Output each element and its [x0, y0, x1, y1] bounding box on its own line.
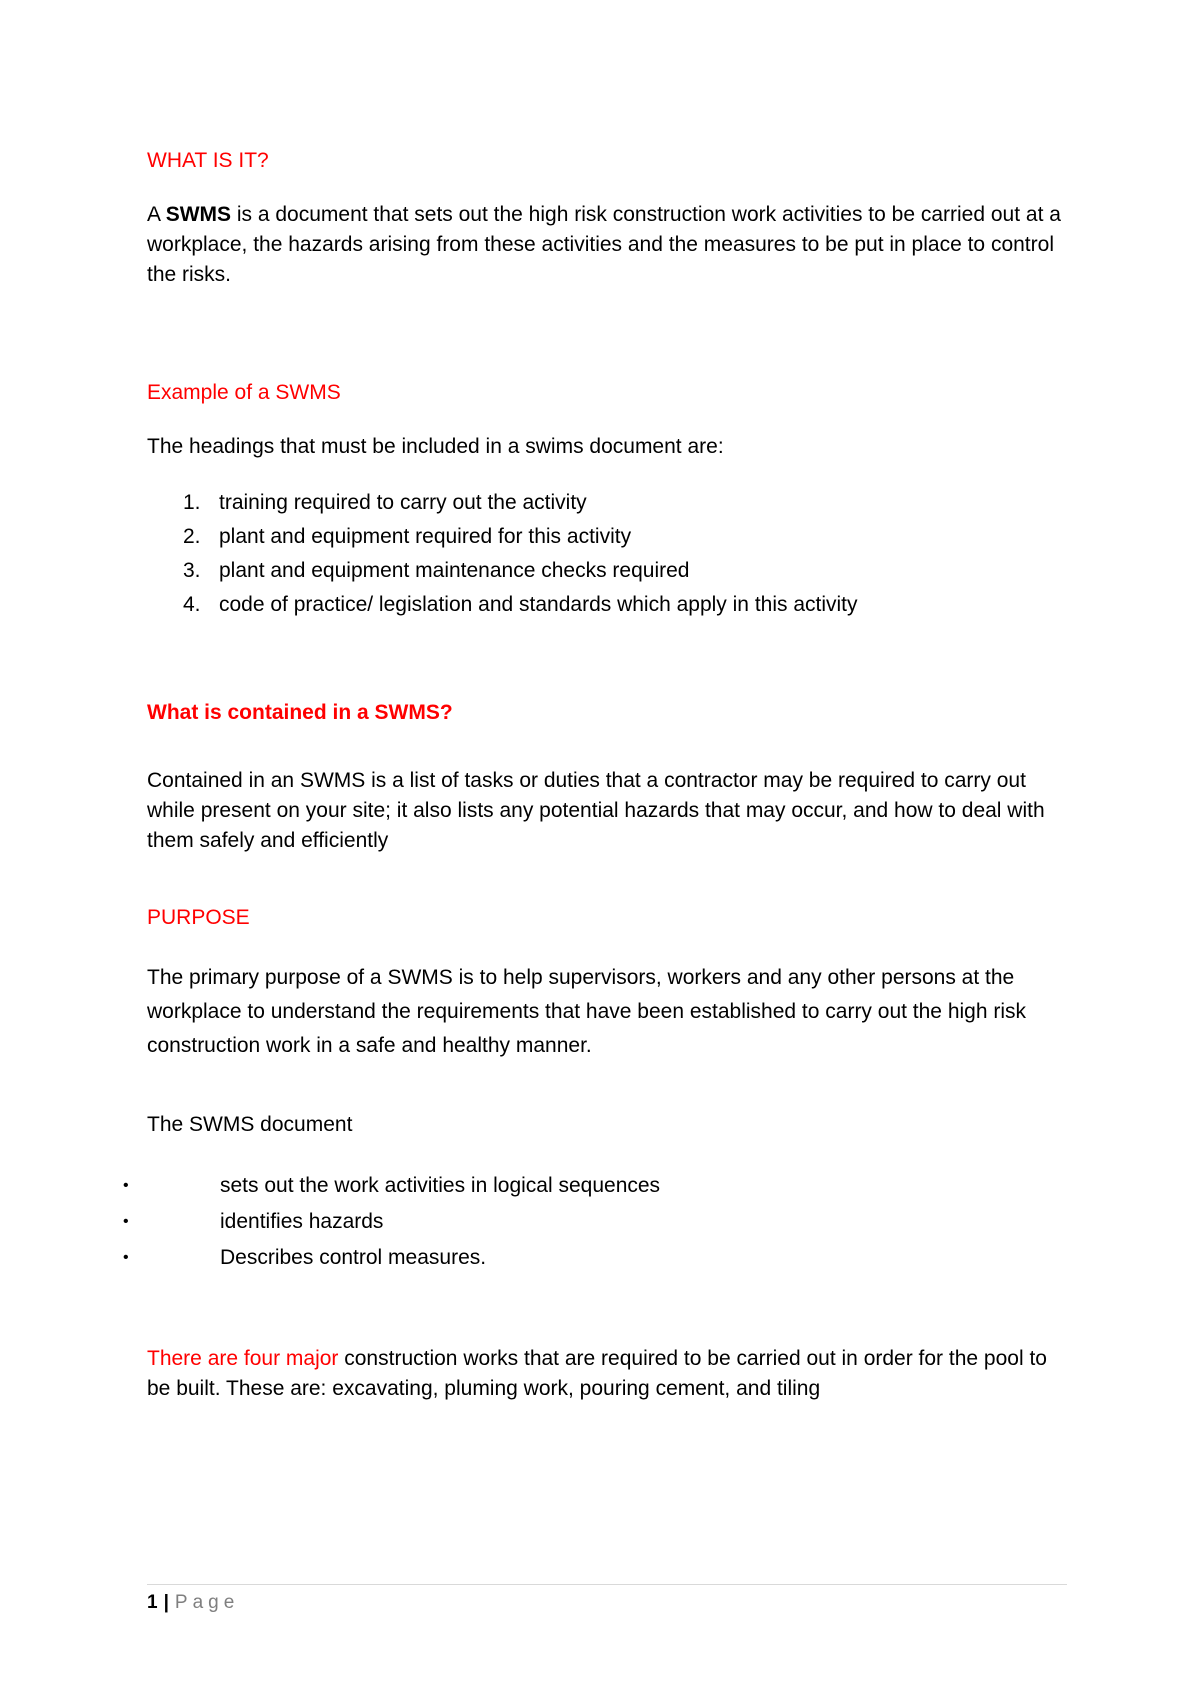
- list-item: 3. plant and equipment maintenance checks required: [183, 559, 690, 582]
- list-item: 1. training required to carry out the activity: [183, 491, 587, 514]
- heading-what-is-contained: What is contained in a SWMS?: [147, 701, 453, 724]
- heading-purpose: PURPOSE: [147, 906, 250, 929]
- footer-separator: |: [163, 1592, 169, 1613]
- paragraph-headings-intro: The headings that must be included in a swims document are:: [147, 435, 724, 458]
- paragraph-contained: Contained in an SWMS is a list of tasks or duties that a contractor may be required to carry out while present on your site; it also lists any potential hazards that may occur, and how to deal with them safely and efficiently: [147, 769, 1045, 852]
- heading-what-is-it: WHAT IS IT?: [147, 149, 269, 172]
- footer-divider: [147, 1584, 1067, 1585]
- list-item: • identifies hazards: [147, 1204, 1067, 1240]
- heading-example: Example of a SWMS: [147, 381, 341, 404]
- four-major-rest: construction works that are required to be carried out in order for the pool to be built. These are: excavating, pluming work, pouring cement, and tiling: [147, 1347, 1047, 1400]
- paragraph-swms-document: The SWMS document: [147, 1113, 353, 1136]
- list-item: 2. plant and equipment required for this activity: [183, 525, 632, 548]
- paragraph-purpose: The primary purpose of a SWMS is to help supervisors, workers and any other persons at the workplace to understand the requirements that have been established to carry out the high risk construction work in a safe and healthy manner.: [147, 966, 1027, 1057]
- page-number: 1: [147, 1592, 158, 1613]
- list-item: 4. code of practice/ legislation and standards which apply in this activity: [183, 593, 858, 616]
- list-item: • sets out the work activities in logical sequences: [147, 1168, 1067, 1204]
- bullet-icon: •: [123, 1213, 129, 1230]
- page-footer: [147, 1590, 239, 1616]
- paragraph-what-is-it: [147, 200, 1067, 290]
- headings-numbered-list: [147, 486, 1067, 622]
- four-major-highlight: There are four major: [147, 1347, 339, 1370]
- list-item: • Describes control measures.: [147, 1240, 1067, 1276]
- paragraph-four-major: [147, 1344, 1067, 1404]
- para-rest: is a document that sets out the high risk construction work activities to be carried out at a workplace, the hazards arising from these activities and the measures to be put in place to control the risks.: [147, 203, 1061, 286]
- swms-bold: SWMS: [165, 203, 232, 226]
- page-label: Page: [174, 1592, 240, 1613]
- para-prefix: A: [147, 203, 166, 226]
- document-bullet-list: [123, 1168, 1067, 1276]
- bullet-icon: •: [123, 1249, 129, 1266]
- bullet-icon: •: [123, 1177, 129, 1194]
